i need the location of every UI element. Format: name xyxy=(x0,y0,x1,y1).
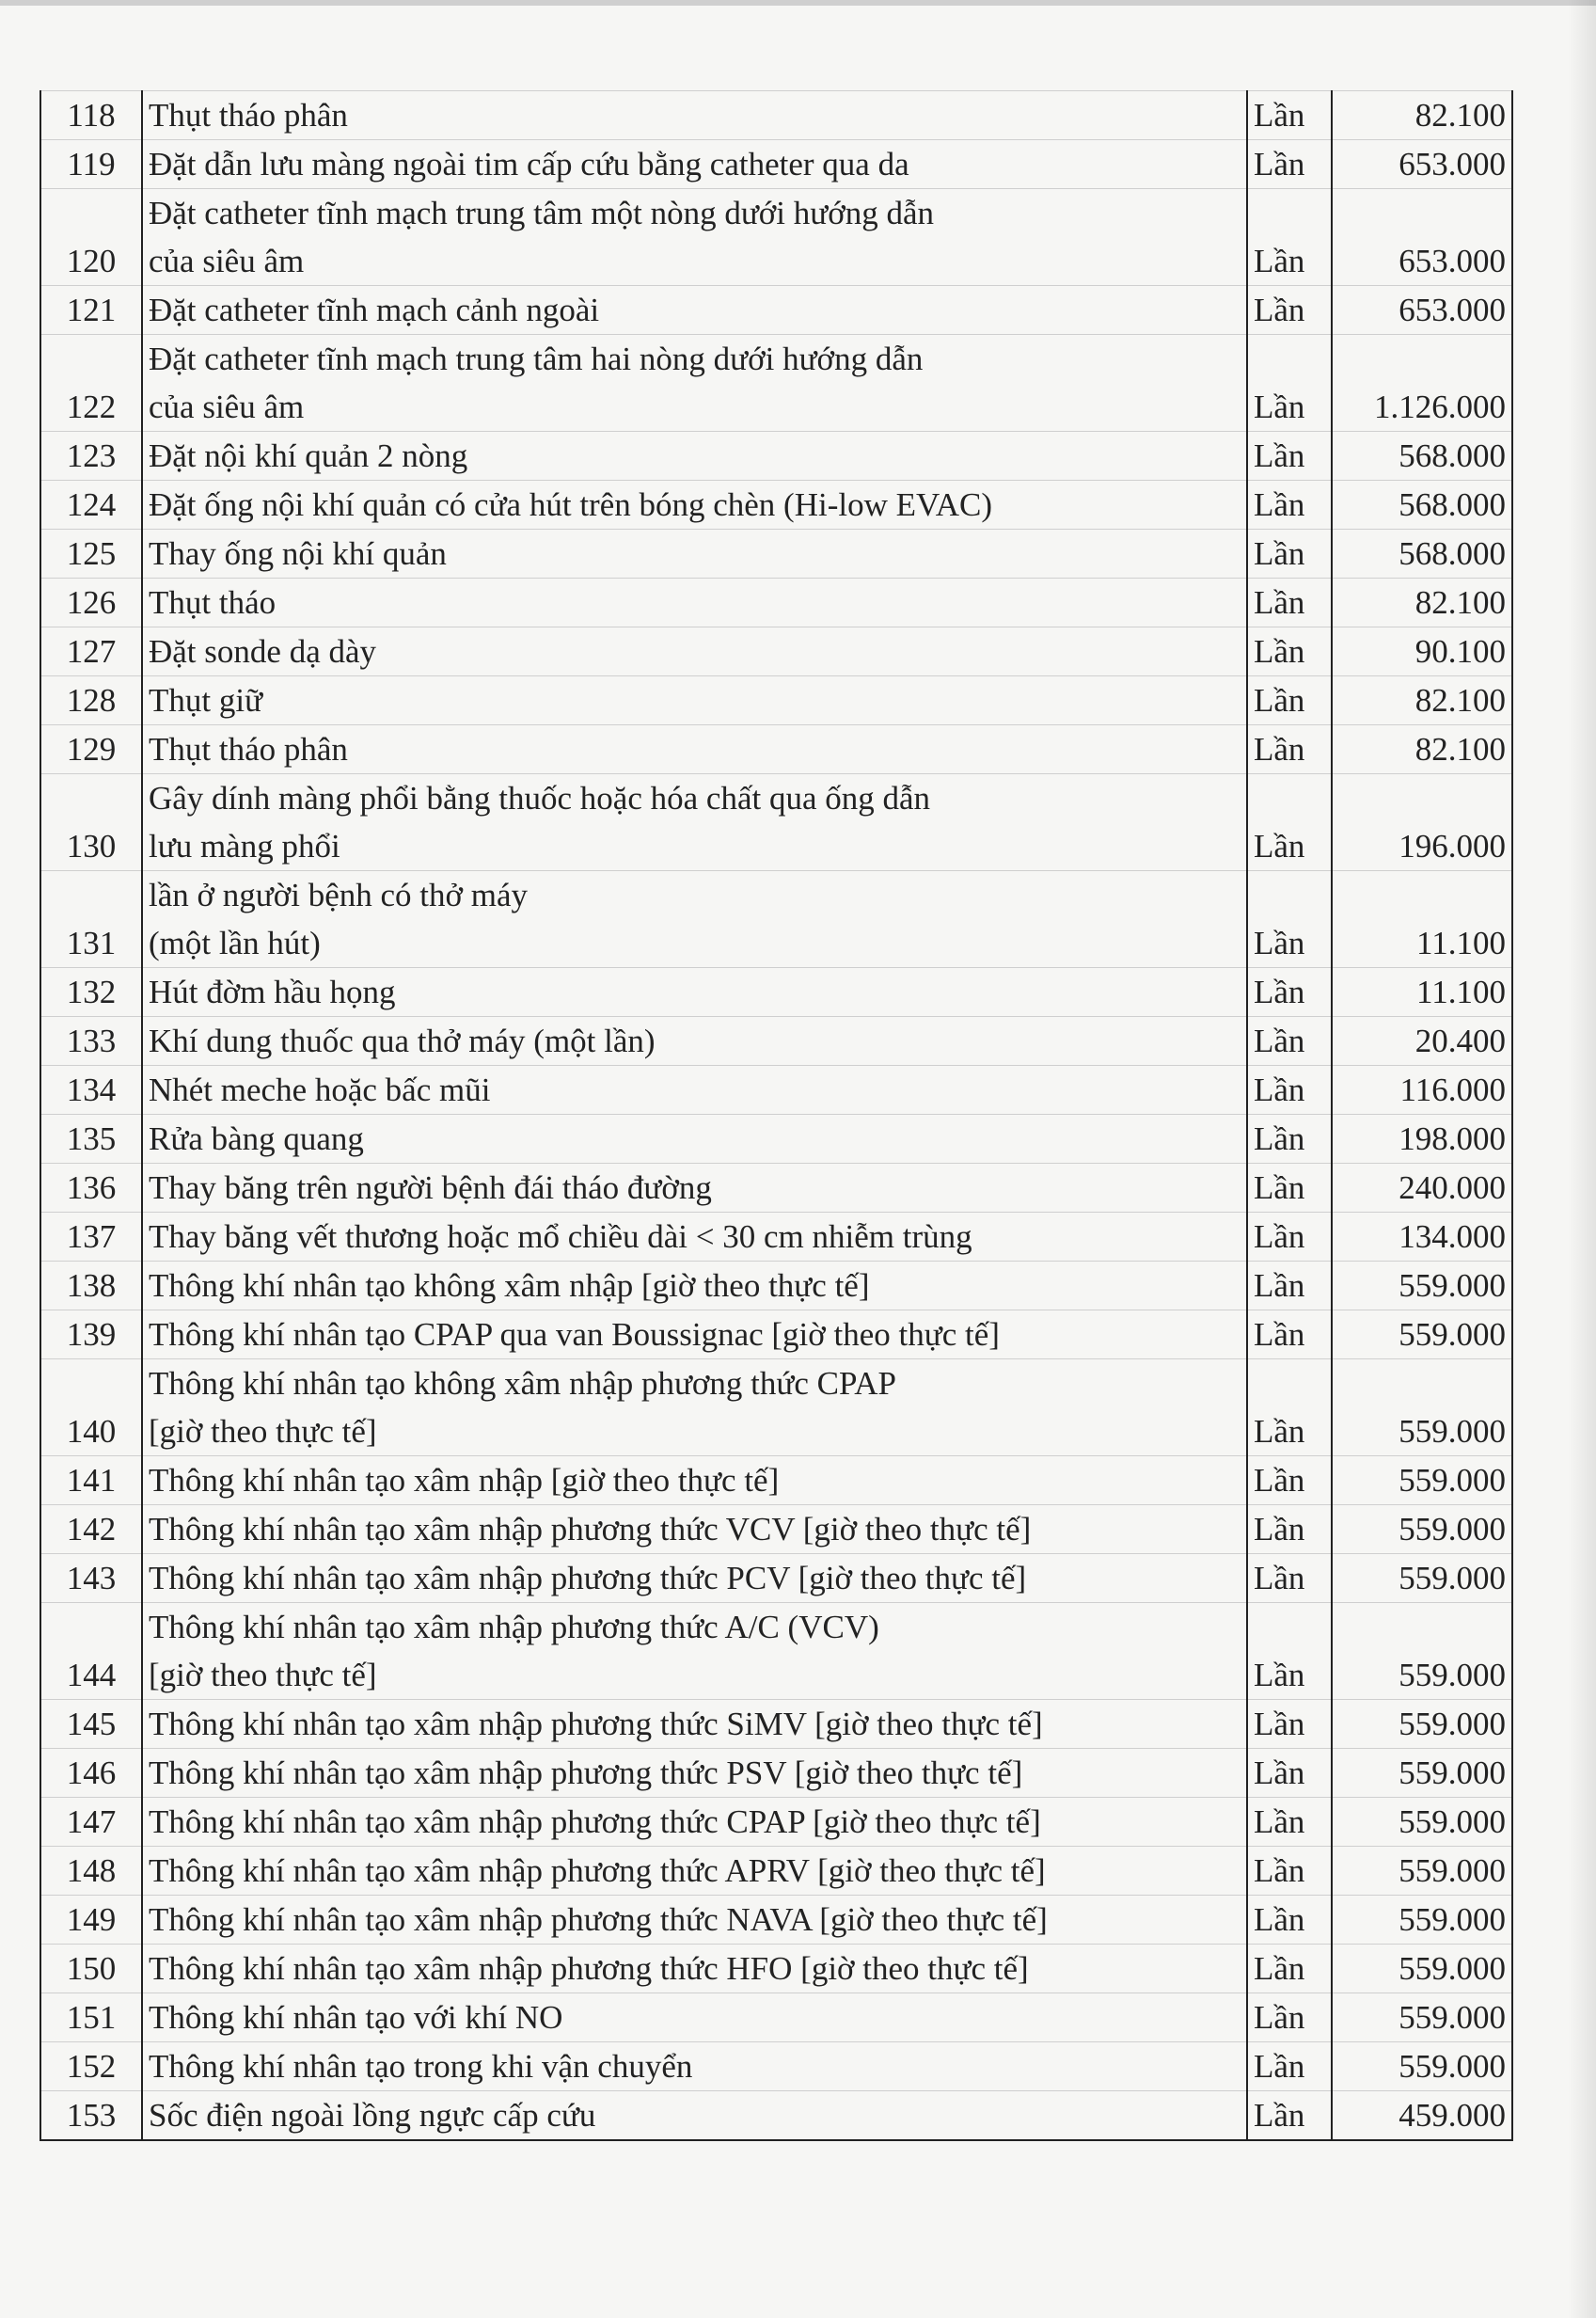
unit: Lần xyxy=(1247,1213,1332,1262)
table-row xyxy=(40,579,1512,627)
table-row xyxy=(40,530,1512,579)
price: 559.000 xyxy=(1332,1993,1512,2042)
row-number: 133 xyxy=(40,1017,142,1066)
service-name: Đặt ống nội khí quản có cửa hút trên bóng chèn (Hi-low EVAC) xyxy=(142,481,1247,530)
price: 568.000 xyxy=(1332,481,1512,530)
unit: Lần xyxy=(1247,2042,1332,2091)
unit: Lần xyxy=(1247,1749,1332,1798)
table-row xyxy=(40,140,1512,189)
table-row xyxy=(40,1359,1512,1456)
table-row xyxy=(40,1213,1512,1262)
unit: Lần xyxy=(1247,91,1332,140)
table-row xyxy=(40,1945,1512,1993)
table-row xyxy=(40,725,1512,774)
price: 82.100 xyxy=(1332,725,1512,774)
service-name: Thông khí nhân tạo không xâm nhập phương thức CPAP [giờ theo thực tế] xyxy=(142,1359,1247,1456)
unit: Lần xyxy=(1247,1066,1332,1115)
row-number: 118 xyxy=(40,91,142,140)
unit: Lần xyxy=(1247,1359,1332,1456)
table-row xyxy=(40,871,1512,968)
table-row xyxy=(40,968,1512,1017)
price: 559.000 xyxy=(1332,1310,1512,1359)
service-name: Rửa bàng quang xyxy=(142,1115,1247,1164)
unit: Lần xyxy=(1247,676,1332,725)
table-row xyxy=(40,1603,1512,1700)
service-name: Sốc điện ngoài lồng ngực cấp cứu xyxy=(142,2091,1247,2141)
service-name: Thông khí nhân tạo với khí NO xyxy=(142,1993,1247,2042)
table-row xyxy=(40,1115,1512,1164)
price: 559.000 xyxy=(1332,1554,1512,1603)
row-number: 130 xyxy=(40,774,142,871)
price: 459.000 xyxy=(1332,2091,1512,2141)
service-name: Thông khí nhân tạo xâm nhập phương thức PSV [giờ theo thực tế] xyxy=(142,1749,1247,1798)
row-number: 148 xyxy=(40,1847,142,1896)
table-row xyxy=(40,1505,1512,1554)
table-row xyxy=(40,91,1512,140)
price: 82.100 xyxy=(1332,676,1512,725)
table-row xyxy=(40,1993,1512,2042)
unit: Lần xyxy=(1247,774,1332,871)
price: 116.000 xyxy=(1332,1066,1512,1115)
price: 559.000 xyxy=(1332,1749,1512,1798)
unit: Lần xyxy=(1247,1993,1332,2042)
unit: Lần xyxy=(1247,1847,1332,1896)
unit: Lần xyxy=(1247,1262,1332,1310)
row-number: 139 xyxy=(40,1310,142,1359)
service-name: Đặt dẫn lưu màng ngoài tim cấp cứu bằng catheter qua da xyxy=(142,140,1247,189)
service-name: Khí dung thuốc qua thở máy (một lần) xyxy=(142,1017,1247,1066)
table-row xyxy=(40,335,1512,432)
table-row xyxy=(40,1456,1512,1505)
row-number: 124 xyxy=(40,481,142,530)
unit: Lần xyxy=(1247,871,1332,968)
unit: Lần xyxy=(1247,579,1332,627)
row-number: 135 xyxy=(40,1115,142,1164)
table-row xyxy=(40,432,1512,481)
unit: Lần xyxy=(1247,725,1332,774)
unit: Lần xyxy=(1247,1798,1332,1847)
row-number: 126 xyxy=(40,579,142,627)
table-row xyxy=(40,1896,1512,1945)
table-row xyxy=(40,1847,1512,1896)
page-top-edge xyxy=(0,0,1596,6)
row-number: 142 xyxy=(40,1505,142,1554)
unit: Lần xyxy=(1247,286,1332,335)
price: 653.000 xyxy=(1332,189,1512,286)
row-number: 147 xyxy=(40,1798,142,1847)
service-name: lần ở người bệnh có thở máy (một lần hút) xyxy=(142,871,1247,968)
row-number: 151 xyxy=(40,1993,142,2042)
service-name: Thụt tháo phân xyxy=(142,91,1247,140)
row-number: 153 xyxy=(40,2091,142,2141)
service-name: Thông khí nhân tạo không xâm nhập [giờ theo thực tế] xyxy=(142,1262,1247,1310)
price: 559.000 xyxy=(1332,1505,1512,1554)
service-name: Nhét meche hoặc bấc mũi xyxy=(142,1066,1247,1115)
service-name: Thay ống nội khí quản xyxy=(142,530,1247,579)
row-number: 122 xyxy=(40,335,142,432)
price: 559.000 xyxy=(1332,1700,1512,1749)
row-number: 121 xyxy=(40,286,142,335)
table-row xyxy=(40,189,1512,286)
price: 90.100 xyxy=(1332,627,1512,676)
service-name: Thông khí nhân tạo xâm nhập phương thức A/C (VCV) [giờ theo thực tế] xyxy=(142,1603,1247,1700)
unit: Lần xyxy=(1247,627,1332,676)
row-number: 137 xyxy=(40,1213,142,1262)
price: 568.000 xyxy=(1332,530,1512,579)
price: 559.000 xyxy=(1332,1896,1512,1945)
unit: Lần xyxy=(1247,335,1332,432)
row-number: 120 xyxy=(40,189,142,286)
unit: Lần xyxy=(1247,1456,1332,1505)
table-row xyxy=(40,627,1512,676)
row-number: 132 xyxy=(40,968,142,1017)
unit: Lần xyxy=(1247,530,1332,579)
service-name: Hút đờm hầu họng xyxy=(142,968,1247,1017)
unit: Lần xyxy=(1247,1310,1332,1359)
unit: Lần xyxy=(1247,1505,1332,1554)
service-name: Thông khí nhân tạo xâm nhập phương thức SiMV [giờ theo thực tế] xyxy=(142,1700,1247,1749)
price: 196.000 xyxy=(1332,774,1512,871)
table-row xyxy=(40,676,1512,725)
price: 82.100 xyxy=(1332,579,1512,627)
price: 134.000 xyxy=(1332,1213,1512,1262)
row-number: 149 xyxy=(40,1896,142,1945)
service-name: Thông khí nhân tạo xâm nhập phương thức VCV [giờ theo thực tế] xyxy=(142,1505,1247,1554)
price: 559.000 xyxy=(1332,1359,1512,1456)
row-number: 145 xyxy=(40,1700,142,1749)
price: 559.000 xyxy=(1332,1603,1512,1700)
price: 559.000 xyxy=(1332,2042,1512,2091)
service-name: Đặt catheter tĩnh mạch trung tâm một nòng dưới hướng dẫn của siêu âm xyxy=(142,189,1247,286)
unit: Lần xyxy=(1247,1115,1332,1164)
unit: Lần xyxy=(1247,140,1332,189)
row-number: 152 xyxy=(40,2042,142,2091)
table-row xyxy=(40,2091,1512,2141)
service-name: Thụt tháo phân xyxy=(142,725,1247,774)
price: 11.100 xyxy=(1332,968,1512,1017)
row-number: 141 xyxy=(40,1456,142,1505)
service-name: Thụt giữ xyxy=(142,676,1247,725)
price: 653.000 xyxy=(1332,286,1512,335)
table-row xyxy=(40,481,1512,530)
service-name: Thông khí nhân tạo CPAP qua van Boussignac [giờ theo thực tế] xyxy=(142,1310,1247,1359)
service-name: Đặt sonde dạ dày xyxy=(142,627,1247,676)
row-number: 134 xyxy=(40,1066,142,1115)
price: 11.100 xyxy=(1332,871,1512,968)
table-row xyxy=(40,1700,1512,1749)
price: 240.000 xyxy=(1332,1164,1512,1213)
table-row xyxy=(40,1262,1512,1310)
unit: Lần xyxy=(1247,1945,1332,1993)
service-name: Thông khí nhân tạo xâm nhập phương thức PCV [giờ theo thực tế] xyxy=(142,1554,1247,1603)
service-name: Thông khí nhân tạo xâm nhập [giờ theo thực tế] xyxy=(142,1456,1247,1505)
row-number: 119 xyxy=(40,140,142,189)
service-name: Thụt tháo xyxy=(142,579,1247,627)
unit: Lần xyxy=(1247,1603,1332,1700)
unit: Lần xyxy=(1247,1700,1332,1749)
service-name: Thông khí nhân tạo xâm nhập phương thức NAVA [giờ theo thực tế] xyxy=(142,1896,1247,1945)
row-number: 131 xyxy=(40,871,142,968)
price: 559.000 xyxy=(1332,1262,1512,1310)
unit: Lần xyxy=(1247,968,1332,1017)
unit: Lần xyxy=(1247,1896,1332,1945)
table-row xyxy=(40,1798,1512,1847)
table-row xyxy=(40,1066,1512,1115)
unit: Lần xyxy=(1247,1164,1332,1213)
row-number: 125 xyxy=(40,530,142,579)
price: 20.400 xyxy=(1332,1017,1512,1066)
service-name: Thông khí nhân tạo xâm nhập phương thức HFO [giờ theo thực tế] xyxy=(142,1945,1247,1993)
price: 198.000 xyxy=(1332,1115,1512,1164)
table-row xyxy=(40,1017,1512,1066)
unit: Lần xyxy=(1247,2091,1332,2141)
service-name: Thông khí nhân tạo trong khi vận chuyển xyxy=(142,2042,1247,2091)
table-row xyxy=(40,286,1512,335)
row-number: 128 xyxy=(40,676,142,725)
price: 1.126.000 xyxy=(1332,335,1512,432)
table-row xyxy=(40,1749,1512,1798)
price: 568.000 xyxy=(1332,432,1512,481)
unit: Lần xyxy=(1247,481,1332,530)
service-name: Đặt catheter tĩnh mạch trung tâm hai nòng dưới hướng dẫn của siêu âm xyxy=(142,335,1247,432)
table-row xyxy=(40,1554,1512,1603)
table-row xyxy=(40,1164,1512,1213)
price: 559.000 xyxy=(1332,1456,1512,1505)
service-name: Đặt nội khí quản 2 nòng xyxy=(142,432,1247,481)
row-number: 150 xyxy=(40,1945,142,1993)
row-number: 123 xyxy=(40,432,142,481)
service-name: Thay băng vết thương hoặc mổ chiều dài < 30 cm nhiễm trùng xyxy=(142,1213,1247,1262)
unit: Lần xyxy=(1247,1017,1332,1066)
price: 82.100 xyxy=(1332,91,1512,140)
table-row xyxy=(40,2042,1512,2091)
row-number: 127 xyxy=(40,627,142,676)
price: 653.000 xyxy=(1332,140,1512,189)
unit: Lần xyxy=(1247,1554,1332,1603)
service-name: Thay băng trên người bệnh đái tháo đường xyxy=(142,1164,1247,1213)
row-number: 138 xyxy=(40,1262,142,1310)
price: 559.000 xyxy=(1332,1945,1512,1993)
unit: Lần xyxy=(1247,432,1332,481)
price: 559.000 xyxy=(1332,1798,1512,1847)
page-right-shadow xyxy=(1568,0,1596,2318)
price: 559.000 xyxy=(1332,1847,1512,1896)
price-table-body xyxy=(40,91,1512,2141)
row-number: 140 xyxy=(40,1359,142,1456)
table-row xyxy=(40,774,1512,871)
row-number: 146 xyxy=(40,1749,142,1798)
service-name: Đặt catheter tĩnh mạch cảnh ngoài xyxy=(142,286,1247,335)
row-number: 144 xyxy=(40,1603,142,1700)
unit: Lần xyxy=(1247,189,1332,286)
row-number: 129 xyxy=(40,725,142,774)
row-number: 143 xyxy=(40,1554,142,1603)
service-name: Thông khí nhân tạo xâm nhập phương thức CPAP [giờ theo thực tế] xyxy=(142,1798,1247,1847)
service-name: Thông khí nhân tạo xâm nhập phương thức APRV [giờ theo thực tế] xyxy=(142,1847,1247,1896)
price-table xyxy=(40,90,1513,2141)
row-number: 136 xyxy=(40,1164,142,1213)
table-row xyxy=(40,1310,1512,1359)
service-name: Gây dính màng phổi bằng thuốc hoặc hóa chất qua ống dẫn lưu màng phổi xyxy=(142,774,1247,871)
